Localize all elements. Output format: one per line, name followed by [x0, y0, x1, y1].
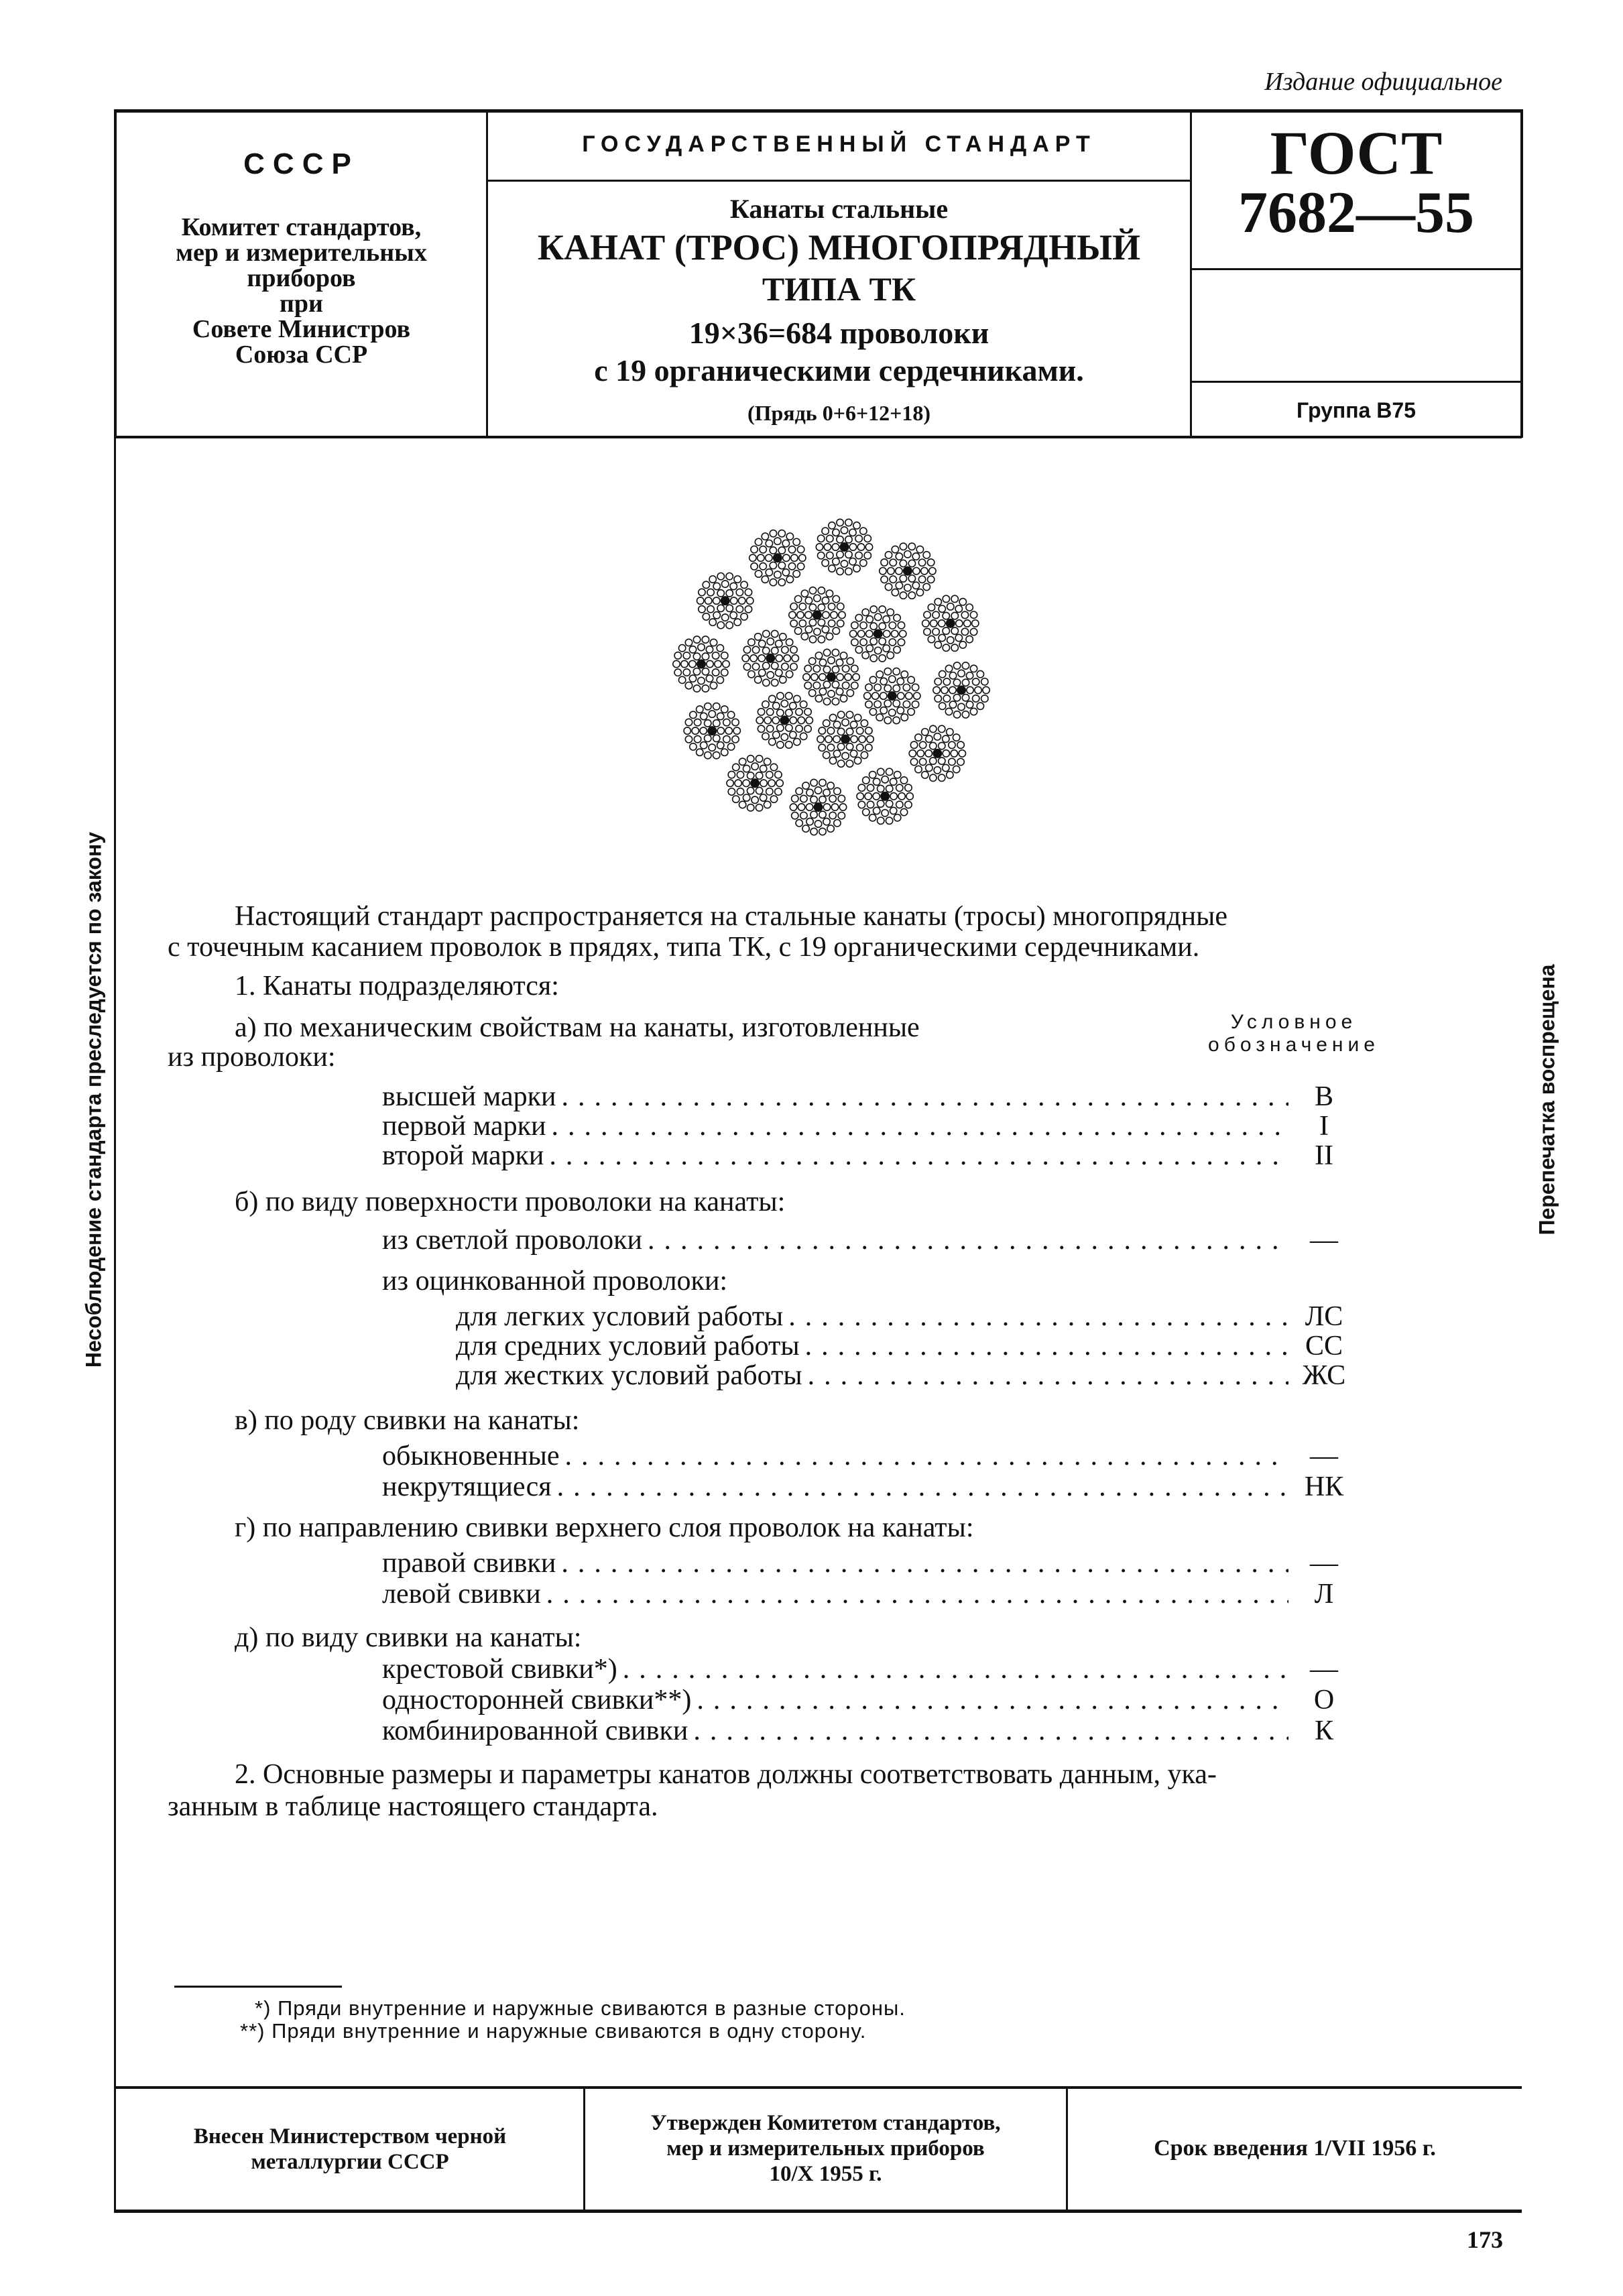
rope-cross-section-image	[657, 496, 1006, 858]
header-top-border	[114, 109, 1522, 113]
item-label: односторонней свивки**)	[382, 1685, 692, 1715]
edition-label: Издание официальное	[1264, 68, 1502, 96]
item-label: обыкновенные	[382, 1441, 560, 1471]
standard-kind: ГОСУДАРСТВЕННЫЙ СТАНДАРТ	[582, 131, 1096, 157]
item-code: —	[1310, 1441, 1338, 1471]
title-line-2: ТИПА ТК	[762, 270, 916, 308]
list-item	[382, 1715, 1347, 1747]
subtitle: Канаты стальные	[729, 194, 949, 224]
list-item	[456, 1360, 1347, 1392]
org-line: Союза ССР	[235, 341, 368, 369]
footer-effective-date: Срок введения 1/VII 1956 г.	[1154, 2136, 1436, 2161]
item-code: СС	[1305, 1331, 1343, 1362]
list-item	[382, 1578, 1347, 1610]
item-code: ЛС	[1305, 1301, 1343, 1332]
spec-line-1: 19×36=684 проволоки	[688, 316, 989, 350]
strand-formula: (Прядь 0+6+12+18)	[747, 401, 931, 425]
center-kind-divider	[488, 180, 1190, 182]
group-label: Группа В75	[1297, 398, 1416, 422]
clause-2-line-2: занным в таблице настоящего стандарта.	[168, 1791, 658, 1822]
item-label: левой свивки	[382, 1579, 541, 1610]
item-label: некрутящиеся	[382, 1471, 552, 1502]
column-header	[1166, 1011, 1421, 1056]
item-label: правой свивки	[382, 1548, 556, 1579]
item-g-heading: г) по направлению свивки верхнего слоя проволок на канаты:	[235, 1512, 974, 1543]
list-item	[382, 1081, 1347, 1113]
item-label: для жестких условий работы	[456, 1360, 802, 1391]
footer-top-border	[114, 2086, 1522, 2089]
item-code: II	[1315, 1140, 1333, 1171]
clause-1-heading: 1. Канаты подразделяются:	[235, 971, 559, 1002]
item-code: ЖС	[1302, 1360, 1346, 1391]
footer-line: 10/X 1955 г.	[769, 2162, 882, 2186]
item-code: Л	[1314, 1579, 1334, 1610]
list-item	[382, 1547, 1347, 1579]
list-item	[456, 1301, 1347, 1333]
column-header-line: Условное	[1230, 1011, 1358, 1033]
org-line: Совете Министров	[192, 315, 411, 343]
item-code: —	[1310, 1548, 1338, 1579]
footer-submitted-by	[117, 2124, 583, 2175]
intro-line-2: с точечным касанием проволок в прядях, типа ТК, с 19 органическими сердечниками.	[168, 932, 1200, 963]
page-left-border	[114, 436, 116, 2212]
item-label: комбинированной свивки	[382, 1715, 688, 1746]
item-code: I	[1319, 1111, 1329, 1142]
item-label: для легких условий работы	[456, 1301, 784, 1332]
footer-line: металлургии СССР	[251, 2150, 449, 2174]
item-label: второй марки	[382, 1140, 544, 1171]
gost-number: 7682—55	[1238, 180, 1474, 245]
item-label: высшей марки	[382, 1081, 556, 1112]
item-code: В	[1314, 1081, 1333, 1112]
item-a-line-2: из проволоки:	[168, 1042, 336, 1073]
list-item	[382, 1440, 1347, 1472]
org-line: мер и измерительных	[176, 239, 427, 267]
column-header-line: обозначение	[1208, 1034, 1380, 1056]
item-label: первой марки	[382, 1111, 546, 1142]
item-label: из светлой проволоки	[382, 1225, 642, 1256]
header-right-border	[1520, 109, 1523, 438]
intro-line-1: Настоящий стандарт распространяется на стальные канаты (тросы) многопрядные	[235, 901, 1227, 932]
spec-line-2: с 19 органическими сердечниками.	[594, 353, 1084, 387]
gost-label: ГОСТ	[1270, 119, 1443, 187]
list-item	[382, 1471, 1347, 1503]
org-line: Комитет стандартов,	[181, 213, 422, 241]
item-code: —	[1310, 1225, 1338, 1256]
item-code: К	[1314, 1715, 1333, 1746]
footer-bottom-border	[114, 2210, 1522, 2213]
footer-line: Утвержден Комитетом стандартов,	[650, 2111, 1001, 2135]
footnote-1: *) Пряди внутренние и наружные свиваются в разные стороны.	[255, 1996, 906, 2020]
country-label: СССР	[243, 147, 359, 180]
header-bottom-border	[114, 436, 1522, 438]
side-text-left: Несоблюдение стандарта преследуется по закону	[81, 831, 106, 1368]
footer-approved-by	[585, 2110, 1066, 2187]
item-a-line-1: а) по механическим свойствам на канаты, изготовленные	[235, 1012, 920, 1043]
item-b-heading: б) по виду поверхности проволоки на канаты:	[235, 1187, 786, 1217]
side-text-right: Перепечатка воспрещена	[1535, 964, 1559, 1235]
item-code: НК	[1304, 1471, 1344, 1502]
list-item	[382, 1110, 1347, 1142]
list-item	[382, 1140, 1347, 1172]
footnote-2: **) Пряди внутренние и наружные свиваются в одну сторону.	[240, 2019, 867, 2043]
item-label: крестовой свивки*)	[382, 1654, 617, 1685]
org-line: приборов	[247, 264, 356, 292]
title-line-1: КАНАТ (ТРОС) МНОГОПРЯДНЫЙ	[537, 227, 1141, 267]
item-v-heading: в) по роду свивки на канаты:	[235, 1405, 580, 1436]
right-divider-2	[1192, 381, 1520, 383]
org-line: при	[280, 290, 323, 318]
committee-block	[117, 215, 486, 367]
right-divider-1	[1192, 268, 1520, 270]
list-item	[382, 1224, 1347, 1256]
list-item	[382, 1684, 1347, 1716]
footer-line: мер и измерительных приборов	[666, 2136, 985, 2161]
footer-line: Внесен Министерством черной	[193, 2124, 507, 2149]
item-code: —	[1310, 1654, 1338, 1685]
clause-2-line-1: 2. Основные размеры и параметры канатов должны соответствовать данным, ука-	[235, 1759, 1217, 1790]
list-item	[456, 1330, 1347, 1362]
footnote-rule	[174, 1986, 342, 1988]
item-d-heading: д) по виду свивки на канаты:	[235, 1622, 582, 1653]
galvanized-heading: из оцинкованной проволоки:	[382, 1266, 728, 1296]
page-number: 173	[1467, 2226, 1503, 2253]
item-code: О	[1313, 1685, 1335, 1715]
list-item	[382, 1653, 1347, 1685]
item-label: для средних условий работы	[456, 1331, 800, 1362]
